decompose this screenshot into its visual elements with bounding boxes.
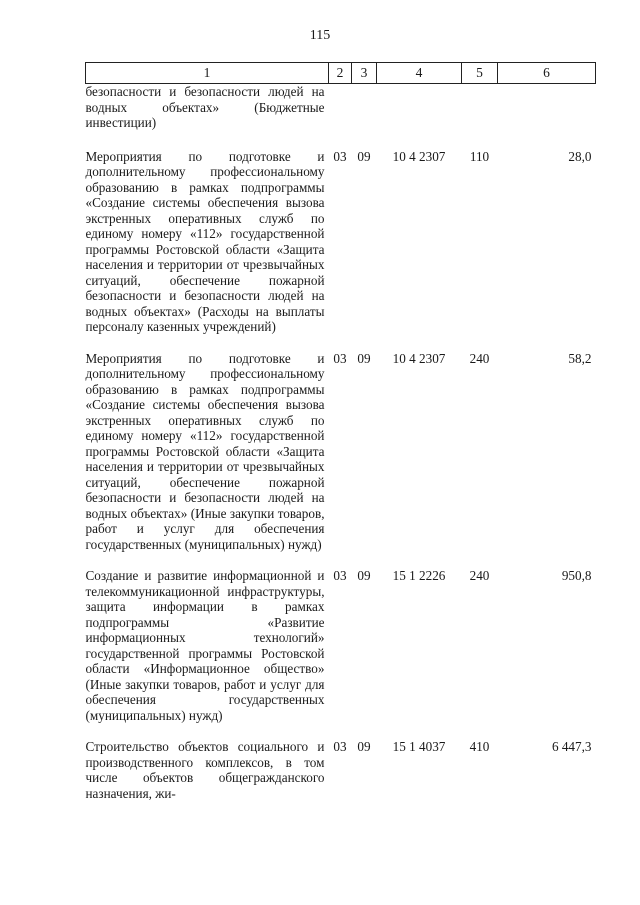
row-target-article (377, 84, 462, 149)
header-col-3: 3 (352, 63, 377, 84)
header-col-6: 6 (498, 63, 596, 84)
table-row (86, 568, 596, 739)
row-section: 03 (333, 568, 347, 583)
row-expense-type (462, 84, 498, 149)
row-target-article: 15 1 4037 (392, 739, 446, 754)
row-description: Мероприятия по подготовке и дополнительному профессиональному образованию в рамках подпрограммы «Создание системы обеспечения вызова экстренных оперативных служб по единому номеру «112» государственной программы Ростовской области «Защита населения и территории от чрезвычайных ситуаций, обеспечение пожарной безопасности и безопасности людей на водных объектах» (Расходы на выплаты персоналу казенных учреждений) (85, 148, 325, 334)
row-section: 03 (333, 350, 347, 366)
row-description: Мероприятия по подготовке и дополнительному профессиональному образованию в рамках подпрограммы «Создание системы обеспечения вызова экстренных оперативных служб по единому номеру «112» государственной программы Ростовской области «Защита населения и территории от чрезвычайных ситуаций, обеспечение пожарной безопасности и безопасности людей на водных объектах» (Иные закупки товаров, работ и услуг для обеспечения государственных (муниципальных) нужд) (85, 350, 325, 552)
row-amount: 6 447,3 (551, 739, 592, 754)
row-target-article: 15 1 2226 (392, 568, 446, 583)
row-subsection: 09 (357, 568, 371, 583)
row-target-article: 10 4 2307 (392, 350, 446, 366)
row-subsection (352, 84, 377, 149)
table-row (86, 84, 596, 149)
row-section: 03 (333, 148, 347, 164)
row-description: Строительство объектов социального и производственного комплексов, в том числе объектов общегражданского назначения, жи- (85, 739, 325, 801)
table-row (86, 351, 596, 569)
row-expense-type: 240 (469, 350, 490, 366)
row-description: безопасности и безопасности людей на водных объектах» (Бюджетные инвестиции) (85, 84, 325, 130)
row-subsection: 09 (357, 350, 371, 366)
header-col-5: 5 (462, 63, 498, 84)
row-amount: 58,2 (568, 350, 592, 366)
row-expense-type: 240 (469, 568, 490, 583)
row-section (329, 84, 352, 149)
row-description: Создание и развитие информационной и телекоммуникационной инфраструктуры, защита информации в рамках подпрограммы «Развитие информационных технологий» государственной программы Ростовской области «Информационное общество» (Иные закупки товаров, работ и услуг для обеспечения государственных (муниципальных) нужд) (85, 568, 325, 723)
budget-table (85, 62, 596, 801)
header-col-2: 2 (329, 63, 352, 84)
table-header-row (86, 63, 596, 84)
row-section: 03 (333, 739, 347, 754)
table-row (86, 149, 596, 351)
table-row (86, 739, 596, 801)
row-subsection: 09 (357, 739, 371, 754)
row-target-article: 10 4 2307 (392, 148, 446, 164)
header-col-4: 4 (377, 63, 462, 84)
row-expense-type: 110 (469, 148, 490, 164)
row-amount: 950,8 (561, 568, 592, 583)
page-number: 115 (309, 28, 331, 43)
header-col-1: 1 (86, 63, 329, 84)
row-amount: 28,0 (568, 148, 592, 164)
row-amount (498, 84, 596, 149)
row-subsection: 09 (357, 148, 371, 164)
row-expense-type: 410 (469, 739, 490, 754)
